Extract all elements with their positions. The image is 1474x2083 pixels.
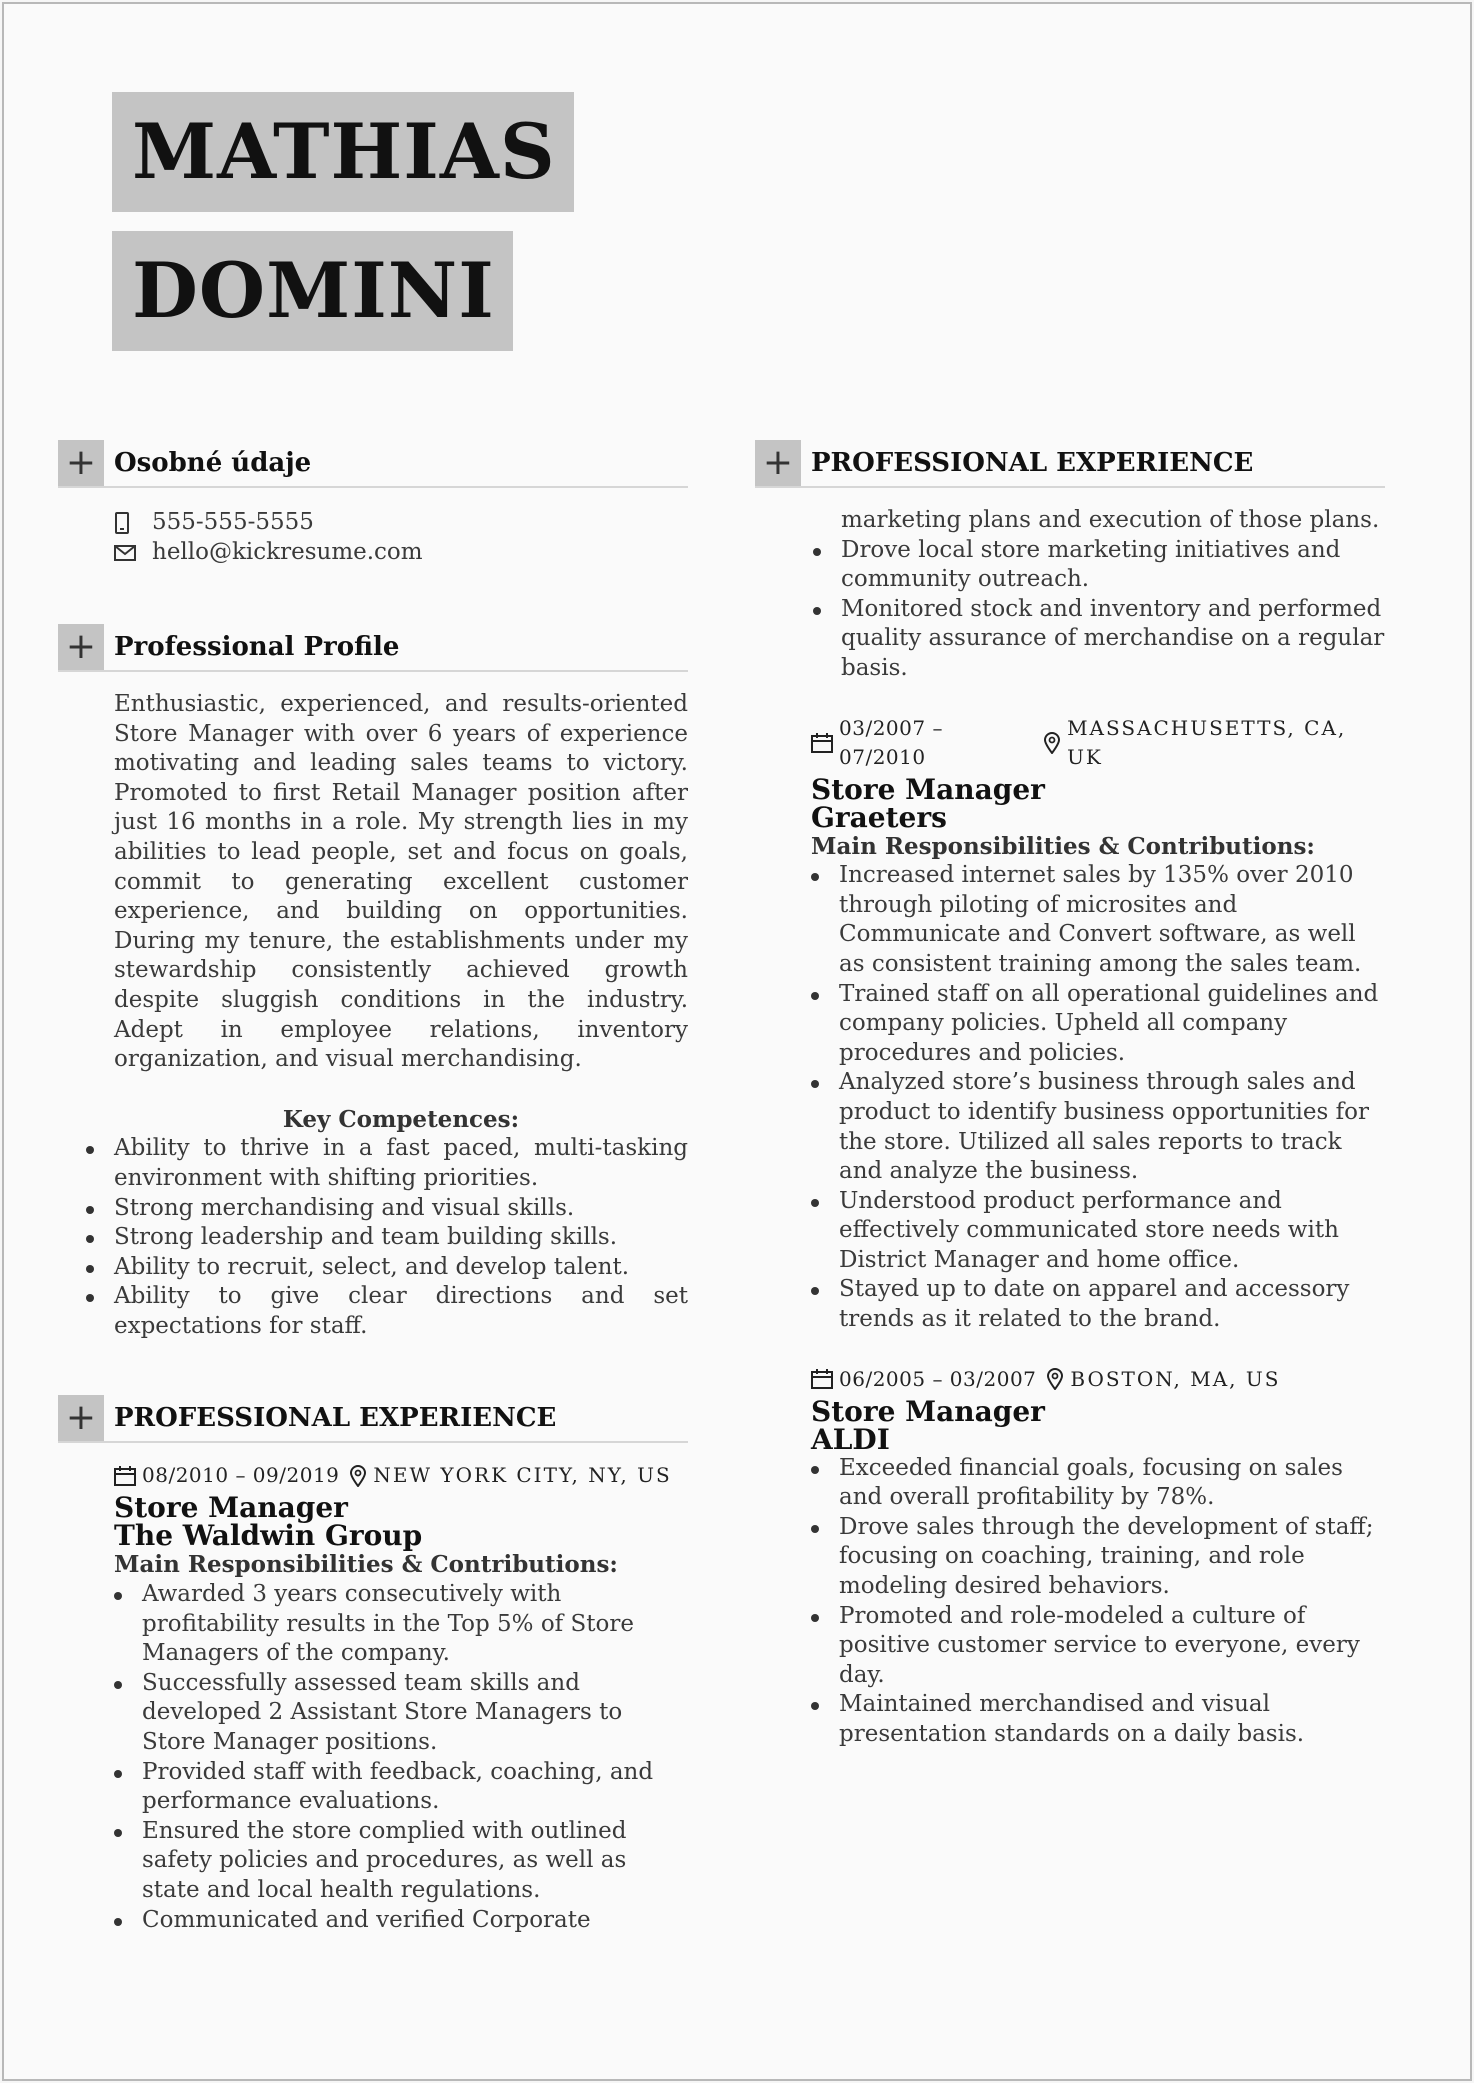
section-experience-continued-header [755,440,1385,488]
contact-block [114,508,688,568]
job-entry [811,1365,1385,1750]
job-entry [114,1461,688,1935]
list-item: Provided staff with feedback, coaching, and performance evaluations. [112,1758,688,1817]
section-personal-header [58,440,688,488]
job-meta [811,1365,1385,1394]
list-item: Understood product performance and effectively communicated store needs with District Manager and home office. [809,1187,1385,1276]
email-row [114,538,688,568]
company-name: Graeters [811,800,947,834]
job-dates: 06/2005 – 03/2007 [839,1366,1037,1391]
section-profile-header [58,624,688,672]
company-name: The Waldwin Group [114,1519,423,1553]
phone-number: 555-555-5555 [152,509,314,536]
list-item: Analyzed store’s business through sales and product to identify business opportunities for the store. Utilized all sales reports to track and analyze the business. [809,1068,1385,1186]
company-name: ALDI [811,1422,890,1456]
list-item: Increased internet sales by 135% over 2010 through piloting of microsites and Communicate and Convert software, as well as consistent training among the sales team. [809,861,1385,979]
job-entry-continued [841,506,1385,684]
phone-row [114,508,688,538]
job-title: Store Manager [114,1491,348,1525]
first-name: MATHIAS [112,92,574,212]
job-location: NEW YORK CITY, NY, US [373,1463,672,1488]
section-title: Osobné údaje [114,448,312,478]
list-item: Drove sales through the development of staff; focusing on coaching, training, and role modeling desired behaviors. [809,1513,1385,1602]
calendar-icon [114,1466,136,1486]
calendar-icon [811,1369,833,1389]
responsibilities-list [112,1580,688,1935]
list-item: Ensured the store complied with outlined safety policies and procedures, as well as state and local health regulations. [112,1817,688,1906]
plus-icon: + [58,624,104,670]
plus-icon: + [58,1395,104,1441]
section-title: PROFESSIONAL EXPERIENCE [114,1403,557,1434]
job-meta [114,1461,688,1490]
job-location: BOSTON, MA, US [1070,1366,1281,1391]
location-pin-icon [349,1465,367,1487]
list-item: Drove local store marketing initiatives and community outreach. [811,536,1385,595]
responsibilities-list [809,861,1385,1335]
plus-icon: + [58,440,104,486]
calendar-icon [811,733,833,753]
list-item: Strong merchandising and visual skills. [84,1194,688,1224]
last-name: DOMINI [112,231,513,351]
list-item: Maintained merchandised and visual presentation standards on a daily basis. [809,1690,1385,1749]
plus-icon: + [755,440,801,486]
list-item: Ability to recruit, select, and develop talent. [84,1253,688,1283]
competences-list [84,1134,688,1341]
list-item: Exceeded financial goals, focusing on sales and overall profitability by 78%. [809,1454,1385,1513]
job-title: Store Manager [811,1394,1045,1428]
job-title: Store Manager [811,772,1045,806]
competences-title: Key Competences: [282,1105,520,1133]
list-item: Ability to thrive in a fast paced, multi-tasking environment with shifting priorities. [84,1134,688,1193]
location-pin-icon [1046,1368,1064,1390]
section-title: Professional Profile [114,632,400,662]
section-experience-header [58,1395,688,1443]
mail-icon [114,545,152,561]
right-column [755,440,1385,1750]
list-item: Ability to give clear directions and set expectations for staff. [84,1282,688,1341]
list-item: Strong leadership and team building skills. [84,1223,688,1253]
location-pin-icon [1043,732,1061,754]
list-item: Stayed up to date on apparel and accessory trends as it related to the brand. [809,1275,1385,1334]
list-item: Successfully assessed team skills and developed 2 Assistant Store Managers to Store Manager positions. [112,1669,688,1758]
competences-block [114,1105,688,1342]
responsibilities-heading: Main Responsibilities & Contributions: [811,832,1315,860]
phone-icon [114,512,152,534]
responsibilities-heading: Main Responsibilities & Contributions: [114,1551,618,1579]
job-dates: 03/2007 – 07/2010 [839,715,943,769]
job-dates: 08/2010 – 09/2019 [142,1463,340,1488]
list-item: Awarded 3 years consecutively with profitability results in the Top 5% of Store Managers of the company. [112,1580,688,1669]
list-item: Trained staff on all operational guidelines and company policies. Upheld all company procedures and policies. [809,980,1385,1069]
list-item: Communicated and verified Corporate [112,1906,688,1936]
profile-summary: Enthusiastic, experienced, and results-oriented Store Manager with over 6 years of experience motivating and leading sales teams to victory. Promoted to first Retail Manager position after just 16 months in a role. My strength lies in my abilities to lead people, set and focus on goals, commit to generating excellent customer experience, and building on opportunities. During my tenure, the establishments under my stewardship consistently achieved growth despite sluggish conditions in the industry. Adept in employee relations, inventory organization, and visual merchandising. [114,691,688,1073]
email-address: hello@kickresume.com [152,539,423,566]
job-location: MASSACHUSETTS, CA, UK [1067,715,1347,769]
job-entry [811,714,1385,1335]
left-column [58,440,688,1935]
continued-list [811,536,1385,684]
responsibilities-list [809,1454,1385,1750]
continued-text: marketing plans and execution of those plans. [841,507,1380,533]
list-item: Promoted and role-modeled a culture of positive customer service to everyone, every day. [809,1602,1385,1691]
list-item: Monitored stock and inventory and performed quality assurance of merchandise on a regular basis. [811,595,1385,684]
job-meta [811,714,1385,772]
section-title: PROFESSIONAL EXPERIENCE [811,448,1254,478]
